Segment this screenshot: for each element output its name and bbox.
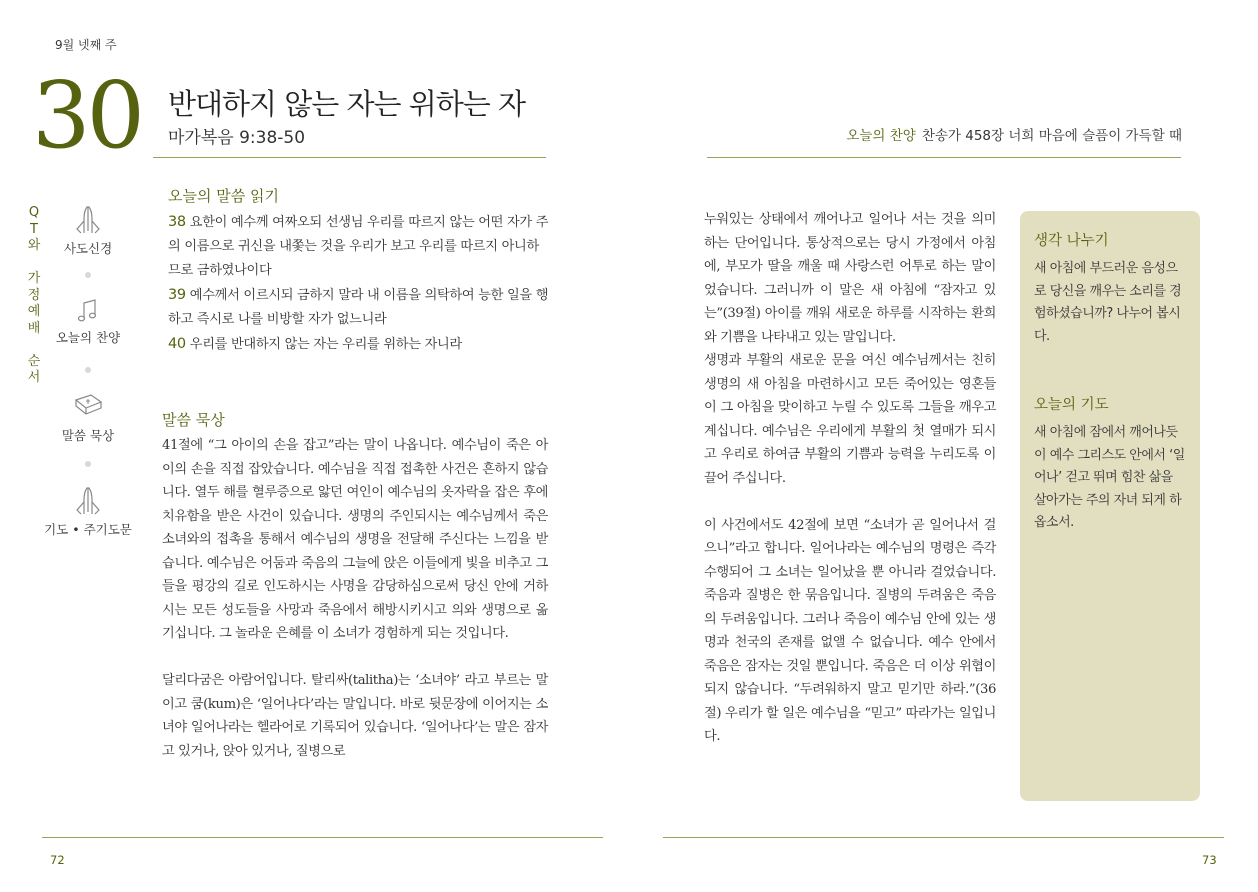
paragraph: 이 사건에서도 42절에 보면 “소녀가 곧 일어나서 걸으니”라고 합니다. 일어나라는 예수님의 명령은 즉각 수행되어 그 소녀는 일어났을 뿐 아니라 걸었습니다. 죽음과 질병은 한 묶음입니다. 질병의 두려움은 죽음의 두려움입니다. 그러나 죽음이 예수님 안에 있는 생명과 천국의 존재를 없앨 수 없습니다. 예수 안에서 죽음은 잠자는 것일 뿐입니다. 죽음은 더 이상 위협이 되지 않습니다. “두려워하지 말고 믿기만 하라.”(36절) 우리가 할 일은 예수님을 “믿고” 따라가는 일입니다. [704, 517, 996, 744]
meditation-text [162, 434, 548, 763]
verse [168, 283, 550, 332]
verse [168, 332, 550, 357]
verse-number: 40 [168, 336, 186, 352]
hymn-title: 찬송가 458장 너희 마음에 슬픔이 가득할 때 [921, 128, 1182, 144]
verse-number: 38 [168, 214, 186, 230]
sidebar-item-prayer [38, 486, 138, 538]
page-number-right: 73 [1202, 853, 1217, 867]
paragraph: 누워있는 상태에서 깨어나고 일어나 서는 것을 의미하는 단어입니다. 통상적으로는 당시 가정에서 아침에, 부모가 딸을 깨울 때 사랑스런 어투로 하는 말이었습니다. 그러니까 이 말은 새 아침에 “잠자고 있는”(39절) 아이를 깨워 새로운 하루를 시작하는 환희와 기쁨을 나타내고 있는 말입니다. [704, 212, 996, 345]
todays-hymn [846, 124, 1182, 144]
sidebar-dot [85, 461, 91, 467]
paragraph: 41절에 “그 아이의 손을 잡고”라는 말이 나옵니다. 예수님이 죽은 아이의 손을 직접 잡았습니다. 예수님을 직접 접촉한 사건은 흔하지 않습니다. 열두 해를 혈루증으로 앓던 여인이 예수님의 옷자락을 잡은 후에 치유함을 받은 사건이 있습니다. 생명의 주인되시는 예수님께서 죽은 소녀와의 접촉을 통해서 예수님의 생명을 전달해 주신다는 느낌을 받습니다. 예수님은 어둠과 죽음의 그늘에 앉은 이들에게 빛을 비추고 그들을 평강의 길로 인도하시는 사명을 감당하심으로써 당신 안에 거하시는 모든 성도들을 사망과 죽음에서 해방시키시고 의와 생명으로 옮기십니다. 그 놀라운 은혜를 이 소녀가 경험하게 되는 것입니다. [162, 438, 548, 641]
vertical-section-label: Q T 와 가 정 예 배 순 서 [27, 205, 41, 385]
sidebar-item-label: 말씀 묵상 [61, 428, 115, 443]
prayer-heading: 오늘의 기도 [1034, 397, 1109, 413]
header-divider-right [707, 157, 1181, 158]
sidebar-dot [85, 367, 91, 373]
week-label: 9월 넷째 주 [55, 38, 117, 52]
hymn-label: 오늘의 찬양 [846, 128, 916, 144]
sidebar-item-label: 오늘의 찬양 [55, 330, 121, 345]
prayer-text: 새 아침에 잠에서 깨어나듯이 예수 그리스도 안에서 ‘일어나’ 걷고 뛰며 힘찬 삶을 살아가는 주의 자녀 되게 하옵소서. [1034, 425, 1185, 530]
verse-text: 요한이 예수께 여짜오되 선생님 우리를 따르지 않는 어떤 자가 주의 이름으로 귀신을 내쫓는 것을 우리가 보고 우리를 따르지 아니하므로 금하였나이다 [168, 215, 549, 278]
sidebar-item-meditation [38, 392, 138, 444]
sidebar-item-creed [38, 205, 138, 257]
verse-number: 39 [168, 287, 186, 303]
music-note-icon [73, 298, 103, 324]
footer-divider-right [663, 837, 1224, 838]
page-title: 반대하지 않는 자는 위하는 자 [168, 87, 526, 121]
praying-hands-icon [71, 205, 105, 235]
sidebar-item-label: 기도 • 주기도문 [44, 522, 132, 537]
sharing-text: 새 아침에 부드러운 음성으로 당신을 깨우는 소리를 경험하셨습니까? 나누어 봅시다. [1034, 261, 1182, 344]
meditation-continued-text [704, 208, 996, 749]
reflection-box [1020, 211, 1200, 801]
sidebar-item-label: 사도신경 [63, 241, 113, 256]
scripture-passage: 마가복음 9:38-50 [168, 128, 306, 148]
header-divider-left [153, 157, 546, 158]
paragraph: 달리다굼은 아람어입니다. 탈리싸(talitha)는 ‘소녀야’ 라고 부르는 말이고 쿰(kum)은 ‘일어나다’라는 말입니다. 바로 뒷문장에 이어지는 소녀야 일어나라는 헬라어로 기록되어 있습니다. ‘일어나다’는 말은 잠자고 있거나, 앉아 있거나, 질병으로 [162, 673, 548, 759]
footer-divider-left [42, 837, 603, 838]
verse [168, 210, 550, 283]
sidebar-dot [85, 272, 91, 278]
scripture-verses [168, 210, 550, 357]
verse-text: 우리를 반대하지 않는 자는 우리를 위하는 자니라 [185, 337, 462, 352]
sharing-heading: 생각 나누기 [1034, 233, 1109, 249]
verse-text: 예수께서 이르시되 금하지 말라 내 이름을 의탁하여 능한 일을 행하고 즉시로 나를 비방할 자가 없느니라 [168, 288, 549, 327]
page-number-left: 72 [50, 853, 65, 867]
paragraph: 생명과 부활의 새로운 문을 여신 예수님께서는 친히 생명의 새 아침을 마련하시고 모든 죽어있는 영혼들이 그 아침을 맞이하고 누릴 수 있도록 그들을 깨우고 계십니다. 예수님은 우리에게 부활의 첫 열매가 되시고 우리로 하여금 부활의 기쁨과 능력을 누리도록 이끌어 주십니다. [704, 353, 996, 486]
meditation-heading: 말씀 묵상 [162, 411, 225, 429]
reading-heading: 오늘의 말씀 읽기 [168, 187, 279, 205]
day-number: 30 [32, 62, 142, 169]
sidebar-item-hymn [38, 298, 138, 346]
praying-hands-icon [71, 486, 105, 516]
bible-book-icon [71, 392, 105, 422]
